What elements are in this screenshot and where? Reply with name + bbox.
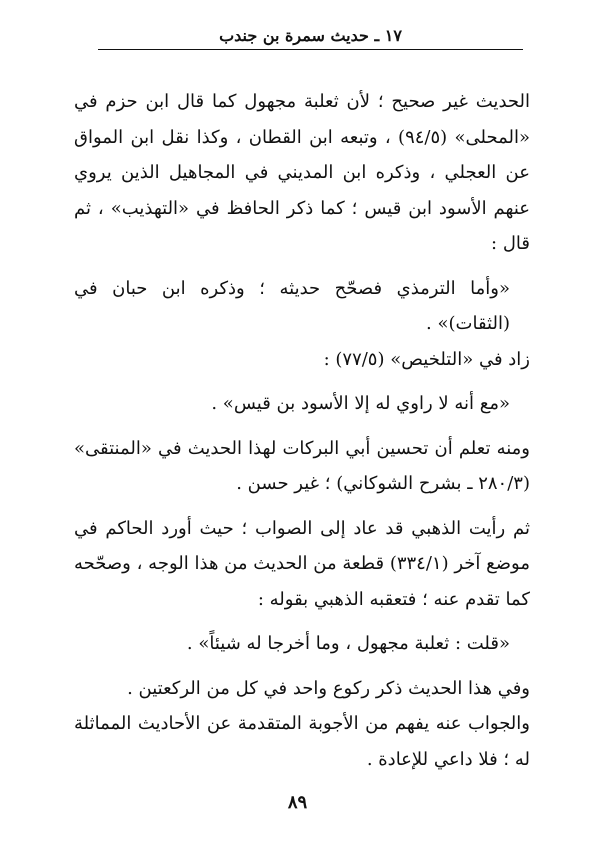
- paragraph-intro: الحديث غير صحيح ؛ لأن ثعلبة مجهول كما قال ابن حزم في «المحلى» (٩٤/٥) ، وتبعه ابن القطان ، وكذا نقل ابن المواق عن العجلي ، وذكره ابن المديني في المجاهيل الذين يروي عنهم الأسود ابن قيس ؛ كما ذكر الحافظ في «التهذيب» ، ثم قال :: [74, 91, 530, 254]
- main-text: [74, 84, 530, 777]
- paragraph-dhahabi: ثم رأيت الذهبي قد عاد إلى الصواب ؛ حيث أورد الحاكم في موضع آخر (٣٣٤/١) قطعة من الحديث من هذا الوجه ، وصحّحه كما تقدم عنه ؛ فتعقبه الذهبي بقوله :: [74, 517, 530, 610]
- header-title: ١٧ ـ حديث سمرة بن جندب: [219, 26, 402, 45]
- paragraph-muntaqa: ومنه تعلم أن تحسين أبي البركات لهذا الحديث في «المنتقى» (٢٨٠/٣ ـ بشرح الشوكاني) ؛ غير حسن .: [74, 437, 530, 494]
- paragraph-ruku: وفي هذا الحديث ذكر ركوع واحد في كل من الركعتين .: [127, 677, 530, 699]
- page-number: ٨٩: [287, 792, 308, 813]
- quote-talkhis: «مع أنه لا راوي له إلا الأسود بن قيس» .: [211, 393, 510, 414]
- quote-dhahabi: «قلت : ثعلبة مجهول ، وما أخرجا له شيئاً» .: [186, 633, 510, 654]
- running-header: [98, 26, 523, 50]
- paragraph-answer: والجواب عنه يفهم من الأجوبة المتقدمة عن الأحاديث المماثلة له ؛ فلا داعي للإعادة .: [74, 713, 530, 770]
- quote-tahdhib: «وأما الترمذي فصحّح حديثه ؛ وذكره ابن حبان في (الثقات)» .: [74, 277, 510, 334]
- paragraph-talkhis: زاد في «التلخيص» (٧٧/٥) :: [323, 348, 530, 370]
